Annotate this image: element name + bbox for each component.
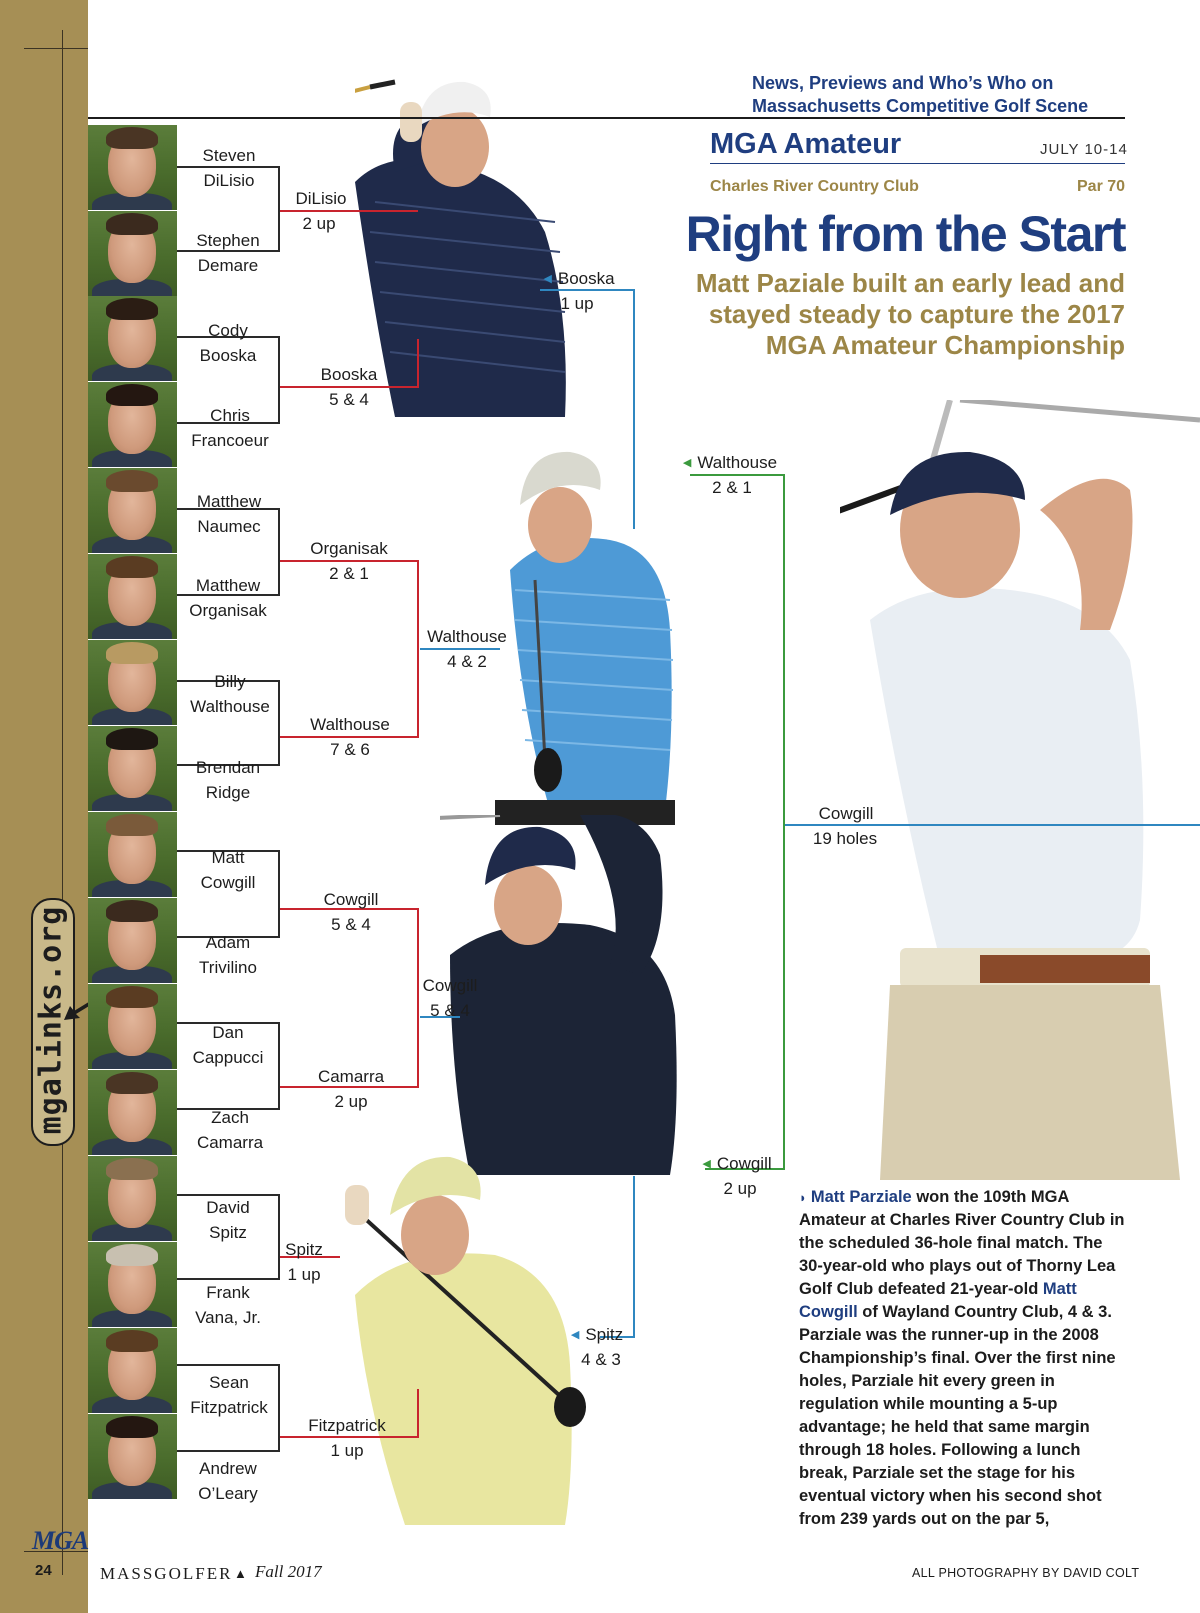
section-rule [710,163,1125,164]
r1-winner-4: Walthouse [310,715,390,734]
player-headshot [88,1242,177,1327]
r1-score-8: 1 up [330,1441,364,1460]
player-3-last: Booska [199,346,257,365]
player-3-first: Cody [208,321,248,340]
golfer-photo-walthouse [490,430,690,825]
player-8-last: Ridge [205,783,251,802]
player-6-first: Matthew [195,576,261,595]
player-5-last: Naumec [197,517,261,536]
story-name-2: Matt Cowgill [799,1280,1077,1321]
sf-score-2: 2 up [723,1179,757,1198]
mga-logo: MGA [32,1526,89,1555]
player-4-first: Chris [210,406,250,425]
player-headshot [88,1414,177,1499]
club-name: Charles River Country Club [710,178,919,195]
sidebar-rule [62,30,63,1575]
photo-credit: ALL PHOTOGRAPHY BY DAVID COLT [912,1566,1140,1580]
story-body [799,1186,1129,1531]
story-lead-name: Matt Parziale [810,1188,912,1206]
sidebar-rule-top [24,48,88,49]
section-title: MGA Amateur [710,128,902,160]
player-10-first: Adam [205,933,251,952]
final-winner: Cowgill [818,804,874,823]
player-7-last: Walthouse [190,697,270,716]
player-headshot [88,125,177,210]
player-15-last: Fitzpatrick [190,1398,268,1417]
qf-winner-1: ◀ Booska [543,269,615,288]
player-8-first: Brendan [195,758,261,777]
player-headshot [88,468,177,553]
kicker-rule [88,117,1125,119]
r1-winner-2: Booska [320,365,378,384]
story-text-2: of Wayland Country Club, 4 & 3. Parziale was the runner-up in the 2008 Championship’s final. Over the first nine holes, Parziale hit every green in regulation while mounting a 5-up advantage; he held that same margin through 18 holes. Following a lunch break, Parziale set the stage for his eventual victory when his second shot from 239 yards out on the par 5, [799,1303,1116,1528]
player-1-first: Steven [202,146,256,165]
story-text-1: won the 109th MGA Amateur at Charles River Country Club in the scheduled 36-hole final match. The 30-year-old who plays out of Thorny Lea Golf Club defeated 21-year-old [799,1188,1125,1298]
player-9-first: Matt [211,848,245,867]
page-number: 24 [35,1562,52,1579]
player-12-last: Camarra [196,1133,264,1152]
magazine-name: MASSGOLFER [100,1564,233,1583]
qf-winner-3: Cowgill [422,976,478,995]
player-headshot [88,554,177,639]
player-16-last: O’Leary [198,1484,258,1503]
player-14-first: Frank [206,1283,250,1302]
player-headshot [88,640,177,725]
deck: Matt Paziale built an early lead and stayed steady to capture the 2017 MGA Amateur Championship [695,268,1125,360]
sidebar [0,0,88,1613]
player-14-last: Vana, Jr. [195,1308,261,1327]
par: Par 70 [1077,178,1126,195]
triangle-icon: ▲ [234,1566,247,1581]
r1-score-5: 5 & 4 [331,915,371,934]
site-url[interactable]: mgalinks.org [33,905,69,1135]
player-1-last: DiLisio [203,171,255,190]
r1-winner-3: Organisak [310,539,388,558]
qf-score-2: 4 & 2 [447,652,487,671]
event-dates: JULY 10-14 [1040,141,1128,158]
r1-winner-8: Fitzpatrick [308,1416,386,1435]
player-13-last: Spitz [209,1223,247,1242]
player-11-last: Cappucci [192,1048,264,1067]
sf-score-1: 2 & 1 [712,478,752,497]
r1-score-1: 2 up [302,214,336,233]
player-headshot [88,898,177,983]
player-13-first: David [206,1198,250,1217]
player-5-first: Matthew [196,492,262,511]
kicker [752,72,1088,118]
player-headshot [88,812,177,897]
player-headshot [88,726,177,811]
r1-score-6: 2 up [334,1092,368,1111]
sf-winner-2: ◀ Cowgill [702,1154,772,1173]
player-2-last: Demare [197,256,259,275]
qf-winner-2: Walthouse [427,627,507,646]
r1-winner-7: Spitz [285,1240,323,1259]
kicker-line-1: News, Previews and Who’s Who on [752,73,1054,93]
player-2-first: Stephen [196,231,260,250]
r1-score-2: 5 & 4 [329,390,369,409]
qf-score-3: 5 & 4 [430,1001,470,1020]
qf-score-4: 4 & 3 [581,1350,621,1369]
player-headshot [88,1070,177,1155]
qf-winner-4: ◀ Spitz [570,1325,624,1344]
player-headshot [88,1156,177,1241]
kicker-line-2: Massachusetts Competitive Golf Scene [752,96,1089,116]
player-7-first: Billy [214,672,246,691]
player-headshot [88,984,177,1069]
player-9-last: Cowgill [200,873,256,892]
player-11-first: Dan [212,1023,244,1042]
r1-winner-6: Camarra [317,1067,385,1086]
player-6-last: Organisak [189,601,267,620]
golfer-photo-parziale [840,400,1200,1180]
r1-winner-5: Cowgill [323,890,379,909]
golfer-photo-cowgill [440,815,695,1175]
player-16-first: Andrew [199,1459,257,1478]
player-4-last: Francoeur [191,431,269,450]
r1-score-7: 1 up [287,1265,321,1284]
r1-score-4: 7 & 6 [330,740,370,759]
player-headshot [88,211,177,296]
player-headshot [88,1328,177,1413]
sf-winner-1: ◀ Walthouse [682,453,778,472]
bullet-icon: ◗ [799,1190,807,1205]
golfer-photo-spitz [345,1145,595,1525]
headline: Right from the Start [685,206,1125,262]
r1-score-3: 2 & 1 [329,564,369,583]
player-headshot [88,382,177,467]
player-12-first: Zach [211,1108,249,1127]
player-15-first: Sean [209,1373,249,1392]
issue: Fall 2017 [255,1562,322,1581]
player-10-last: Trivilino [199,958,257,977]
final-score: 19 holes [812,829,878,848]
player-headshot [88,296,177,381]
qf-score-1: 1 up [560,294,594,313]
r1-winner-1: DiLisio [295,189,347,208]
